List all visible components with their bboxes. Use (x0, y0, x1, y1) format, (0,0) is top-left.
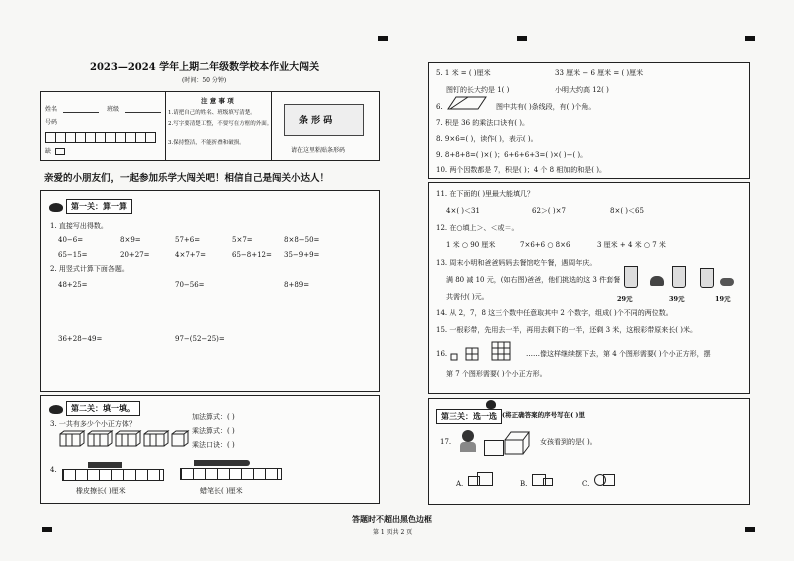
missing-checkbox[interactable] (55, 148, 65, 155)
arith-item[interactable]: 20+27= (120, 251, 150, 259)
question-4: 4. (50, 466, 57, 474)
section-3-note: (将正确答案的序号写在( )里 (502, 411, 585, 419)
alignment-mark (745, 36, 755, 41)
question-1: 1. 直接写出得数。 (50, 222, 108, 230)
girl-body-icon (460, 442, 476, 452)
question-12c[interactable]: 3 厘米 + 4 米 ○ 7 米 (597, 241, 666, 249)
name-label: 姓名 (45, 106, 58, 113)
multiplication-rhyme[interactable]: 乘法口诀：( ) (192, 441, 235, 449)
section-1-panel (40, 190, 380, 392)
option-c[interactable]: C. (582, 480, 590, 488)
question-8[interactable]: 8. 9×6=( )，读作( )，表示( )。 (436, 135, 538, 143)
question-5a[interactable]: 5. 1 米 = ( )厘米 (436, 69, 491, 77)
notice-1: 1.请把自己的姓名、班级填写清楚。 (168, 110, 256, 116)
question-11: 11. 在下面的( )里最大能填几？ (436, 190, 535, 198)
girl-icon (462, 430, 474, 442)
price-label: 19元 (715, 295, 731, 303)
vertical-calc-item[interactable]: 97−(52−25)= (175, 335, 225, 343)
exam-title: 2023—2024 学年上期二年级数学校本作业大闯关 (90, 62, 320, 73)
arith-item[interactable]: 8×9= (120, 236, 141, 244)
question-17-number: 17. (440, 438, 452, 446)
question-12b[interactable]: 7×6+6 ○ 8×6 (520, 241, 571, 249)
vertical-calc-item[interactable]: 36+28−49= (58, 335, 103, 343)
id-boxes[interactable] (45, 128, 155, 147)
option-c-shape (603, 474, 615, 486)
mascot-icon (49, 203, 63, 212)
barcode-caption: 请在这里粘贴条形码 (291, 147, 346, 154)
addition-formula[interactable]: 加法算式：( ) (192, 413, 235, 421)
notice-3: 3.保持整洁，不能折叠和破损。 (168, 140, 245, 146)
arith-item[interactable]: 65−15= (58, 251, 88, 259)
question-13a: 13. 周末小明和爸爸妈妈去餐馆吃午餐，遇周年庆。 (436, 259, 597, 267)
drink-cup-icon (624, 266, 638, 288)
alignment-mark (517, 36, 527, 41)
arith-item[interactable]: 4×7+7= (175, 251, 206, 259)
vertical-calc-item[interactable]: 48+25= (58, 281, 88, 289)
id-label: 号码 (45, 119, 58, 126)
question-11b[interactable]: 62＞( )×7 (532, 207, 566, 215)
question-13c[interactable]: 共需付( )元。 (446, 293, 489, 301)
ruler-1 (62, 469, 164, 481)
question-6[interactable]: 图中共有( )条线段，有( )个角。 (496, 103, 596, 111)
question-12: 12. 在○填上＞、＜或＝。 (436, 224, 519, 232)
question-3: 3. 一共有多少个小正方体？ (50, 420, 136, 428)
drink-cup-icon (700, 268, 714, 288)
square-pattern-figure (450, 340, 522, 364)
arith-item[interactable]: 5×7= (232, 236, 253, 244)
question-11a[interactable]: 4×( )＜31 (446, 207, 480, 215)
drink-cup-icon (672, 266, 686, 288)
cube-object (484, 440, 504, 456)
arith-item[interactable]: 40−6= (58, 236, 84, 244)
question-13b: 满 80 减 10 元，(如右图)爸爸，他们挑选的这 3 件套餐 (446, 276, 621, 284)
question-11c[interactable]: 8×( )＜65 (610, 207, 644, 215)
arith-item[interactable]: 35−9+9= (284, 251, 320, 259)
eraser-answer[interactable]: 橡皮擦长( )厘米 (76, 487, 126, 495)
crayon-image (194, 460, 250, 466)
burger-icon (650, 276, 664, 286)
price-label: 29元 (617, 295, 633, 303)
cube-rows-figure (58, 430, 188, 448)
alignment-mark (745, 527, 755, 532)
question-7[interactable]: 7. 积是 36 的乘法口诀有( )。 (436, 119, 529, 127)
price-label: 39元 (669, 295, 685, 303)
mascot-icon (49, 405, 63, 414)
arith-item[interactable]: 57+6= (175, 236, 201, 244)
alignment-mark (378, 36, 388, 41)
vertical-calc-item[interactable]: 70−56= (175, 281, 205, 289)
question-16[interactable]: ……像这样继续摆下去，第 4 个图形需要( )个小正方形，摆 (526, 350, 711, 358)
prism-object (504, 430, 530, 456)
question-12a[interactable]: 1 米 ○ 90 厘米 (446, 241, 496, 249)
greeting-banner: 亲爱的小朋友们，一起参加乐学大闯关吧！相信自己是闯关小达人！ (44, 173, 330, 184)
option-b-shape (543, 478, 553, 486)
option-a-shape (477, 472, 493, 486)
arith-item[interactable]: 8×8−50= (284, 236, 320, 244)
trapezoid-figure (446, 96, 490, 110)
multiplication-formula[interactable]: 乘法算式：( ) (192, 427, 235, 435)
question-14[interactable]: 14. 从 2，7，8 这三个数中任意取其中 2 个数字，组成( )个不同的两位数。 (436, 309, 673, 317)
info-table (40, 91, 380, 161)
section-1-heading: 第一关：算一算 (66, 199, 132, 214)
mascot-icon (486, 400, 496, 409)
crayon-answer[interactable]: 蜡笔长( )厘米 (200, 487, 243, 495)
page-number: 第 1 页共 2 页 (373, 529, 413, 536)
vertical-calc-item[interactable]: 8+89= (284, 281, 310, 289)
alignment-mark (42, 527, 52, 532)
notice-title: 注 意 事 项 (201, 97, 234, 105)
section-3-heading: 第三关：选一选 (436, 409, 502, 424)
notice-2: 2.写字要清楚工整，不要写在方框的外面。 (168, 121, 273, 127)
question-10[interactable]: 10. 两个因数都是 7，积是( )；4 个 8 相加的和是( )。 (436, 166, 606, 174)
question-16-continued[interactable]: 第 7 个图形需要( )个小正方形。 (446, 370, 547, 378)
eraser-image (88, 462, 122, 468)
arith-item[interactable]: 65−8+12= (232, 251, 272, 259)
barcode-box: 条 形 码 (284, 104, 364, 136)
question-15[interactable]: 15. 一根彩带，先用去一半，再用去剩下的一半，还剩 3 米，这根彩带原来长( )米。 (436, 326, 697, 334)
footer-notice: 答题时不超出黑色边框 (352, 514, 432, 524)
question-16-number: 16. (436, 350, 448, 358)
bread-icon (720, 278, 734, 286)
question-17[interactable]: 女孩看到的是( )。 (540, 438, 597, 446)
question-5c[interactable]: 图钉的长大约是 1( ) (446, 86, 510, 94)
question-9[interactable]: 9. 8+8+8=( )×( )；6+6+6+3=( )×( )−( )。 (436, 151, 588, 159)
exam-time: (时间：50 分钟) (182, 77, 227, 84)
option-a[interactable]: A. (456, 480, 464, 488)
question-2: 2. 用竖式计算下面各题。 (50, 265, 129, 273)
ruler-2 (180, 468, 282, 480)
question-6-number: 6. (436, 103, 443, 111)
option-b[interactable]: B. (520, 480, 528, 488)
class-label: 班级 (107, 106, 120, 113)
question-5d[interactable]: 小明大约高 12( ) (555, 86, 609, 94)
section-2-heading: 第二关：填一填。 (66, 401, 140, 416)
question-5b[interactable]: 33 厘米 − 6 厘米 = ( )厘米 (555, 69, 644, 77)
missing-label: 缺 (45, 148, 52, 155)
